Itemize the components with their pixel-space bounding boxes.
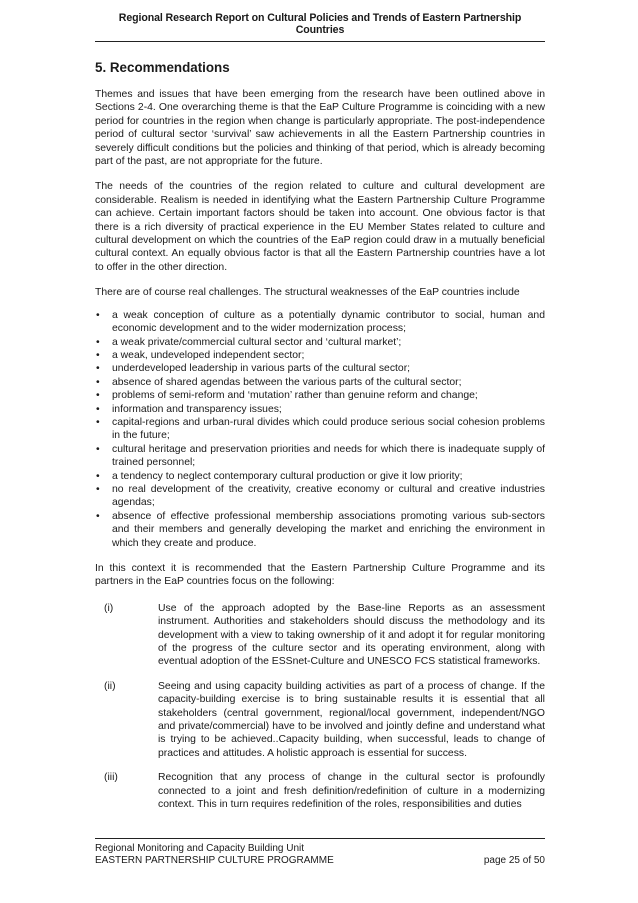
footer-programme: EASTERN PARTNERSHIP CULTURE PROGRAMME [95,855,334,866]
bullet-icon: • [96,336,100,348]
list-item: • cultural heritage and preservation priorities and needs for which there is inadequate supply of trained personnel; [96,443,545,469]
list-item: • a tendency to neglect contemporary cultural production or give it low priority; [96,470,463,482]
bullet-icon: • [96,390,100,402]
bullet-icon: • [96,403,100,415]
running-header: Regional Research Report on Cultural Policies and Trends of Eastern Partnership Countries [118,12,522,36]
recommendation-item [95,602,545,669]
recommendation-number: (ii) [104,680,116,692]
recommendation-number: (i) [104,602,114,614]
bullet-icon: • [96,510,100,522]
paragraph-needs: The needs of the countries of the region related to culture and cultural development are considerable. Realism is needed in identifying what the Eastern Partnership Culture Programme can achieve. Certain important factors should be taken into account. One obvious factor is that there is a rich diversity of practical experience in the EU Member States related to culture and cultural development on which the countries of the EaP region could draw in a mutually beneficial cultural context. An equally obvious factor is that all the Eastern Partnership countries have a lot to offer in the other direction. [95,181,545,273]
bullet-icon: • [96,470,100,482]
section-title: 5. Recommendations [95,60,230,75]
bullet-icon: • [96,349,100,361]
page-number: page 25 of 50 [483,855,545,866]
list-item: • absence of shared agendas between the various parts of the cultural sector; [96,376,462,388]
paragraph-intro: Themes and issues that have been emerging from the research have been outlined above in Sections 2-4. One overarching theme is that the EaP Culture Programme is coinciding with a new period for countries in the region when change is particularly appropriate. The post-independence period of cultural sector ‘survival’ saw achievements in all the Eastern Partnership countries in severely difficult conditions but the policies and thinking of that period, which is already becoming part of the past, are not appropriate for the future. [95,89,545,168]
list-item: • capital-regions and urban-rural divides which could produce serious social cohesion problems in the future; [96,416,545,442]
header-divider [95,41,545,42]
footer-divider [95,838,545,839]
footer-unit: Regional Monitoring and Capacity Building Unit [95,843,305,854]
paragraph-context: In this context it is recommended that the Eastern Partnership Culture Programme and its partners in the EaP countries focus on the following: [95,563,545,588]
list-item: • a weak private/commercial cultural sector and ‘cultural market’; [96,336,402,348]
recommendation-item [95,680,545,760]
weaknesses-list [95,309,545,550]
bullet-icon: • [96,363,100,375]
bullet-icon: • [96,376,100,388]
list-item: • information and transparency issues; [96,403,282,415]
bullet-icon: • [96,483,100,495]
list-item: • a weak conception of culture as a potentially dynamic contributor to social, human and economic development and to the wider modernization process; [96,309,545,335]
list-item: • underdeveloped leadership in various parts of the cultural sector; [96,363,411,375]
recommendation-text: Recognition that any process of change in the cultural sector is profoundly connected to a joint and fresh definition/redefinition of culture in a modernizing context. This in turn requires redefinition of the roles, responsibilities and duties [158,772,545,811]
list-item: • absence of effective professional membership associations promoting various sub-sectors and their members and generally developing the market and enriching the environment in which they create and produce. [96,510,545,549]
recommendation-text: Seeing and using capacity building activities as part of a process of change. If the capacity-building exercise is to bring sustainable results it is essential that all stakeholders (central government, regional/local government, independent/NGO and private/commercial) have to be involved and jointly define and understand what is trying to be achieved..Capacity building, when successful, leads to change of practices and attitudes. A holistic approach is essential for success. [158,680,545,759]
recommendation-text: Use of the approach adopted by the Base-line Reports as an assessment instrument. Authorities and stakeholders should discuss the methodology and its development with a view to taking ownership of it and adopt it for regular monitoring of the progress of the culture sector and its operating environment, along with eventual adoption of the ESSnet-Culture and UNESCO FCS statistical frameworks. [158,602,545,668]
recommendation-number: (iii) [104,772,118,784]
bullet-icon: • [96,416,100,428]
page-footer [95,843,545,867]
list-item: • problems of semi-reform and ‘mutation’ rather than genuine reform and change; [96,390,478,402]
paragraph-challenges: There are of course real challenges. The structural weaknesses of the EaP countries include [95,287,520,299]
bullet-icon: • [96,309,100,321]
page-body [95,58,545,812]
list-item: • no real development of the creativity, creative economy or cultural and creative industries agendas; [96,483,545,509]
recommendation-item [95,771,545,811]
list-item: • a weak, undeveloped independent sector; [96,349,305,361]
bullet-icon: • [96,443,100,455]
